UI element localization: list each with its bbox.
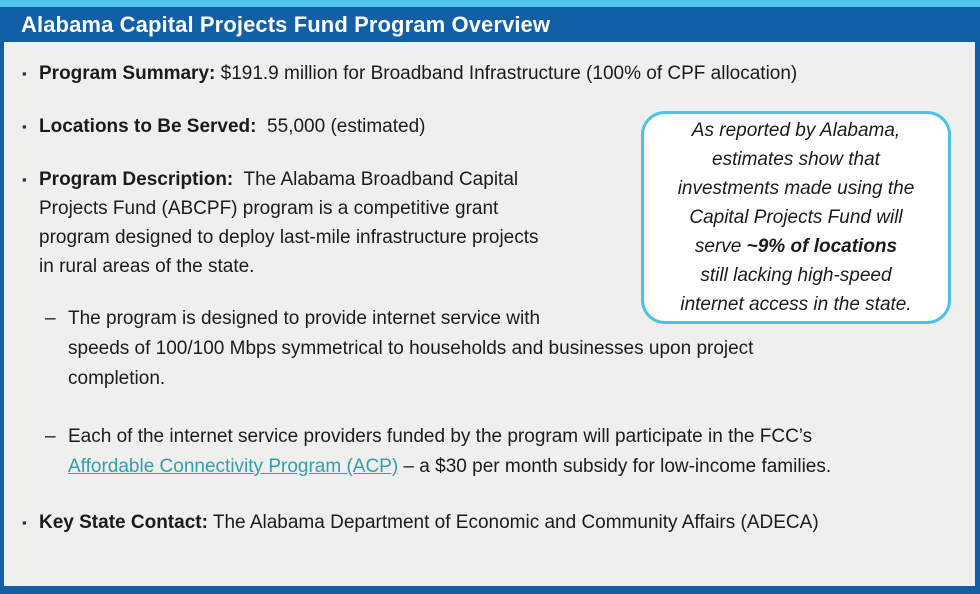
bullet-label: Locations to Be Served: [39,116,257,137]
sub-bullet-line: completion. [68,368,166,389]
bullet-line: Projects Fund (ABCPF) program is a competitive grant [39,198,499,219]
sub-bullet-line: The program is designed to provide internet service with [68,308,541,329]
page-title: Alabama Capital Projects Fund Program Overview [21,11,551,37]
callout-serve-bold: ~9% of locations [746,236,898,257]
bullet-value: $191.9 million for Broadband Infrastructure (100% of CPF allocation) [215,63,798,84]
dash-bullet-icon: – [45,308,56,329]
content-panel [0,42,980,594]
bullet-label: Program Description: [39,169,234,190]
bullet-label: Key State Contact: [39,512,208,533]
callout-line-serve [652,232,940,261]
sub-bullet-line: speeds of 100/100 Mbps symmetrical to households and businesses upon project [68,338,754,359]
bullet-text [39,59,962,88]
bullet-label: Program Summary: [39,63,216,84]
bullet-line: program designed to deploy last-mile infrastructure projects [39,227,539,248]
callout-line: internet access in the state. [680,294,912,315]
bullet-value: 55,000 (estimated) [256,116,426,137]
sub-bullet-acp [45,422,961,482]
square-bullet-icon: ▪ [22,515,27,530]
callout-box [641,111,951,324]
bullet-value: The Alabama Department of Economic and Community Affairs (ADECA) [207,512,819,533]
square-bullet-icon: ▪ [22,66,27,81]
callout-line: still lacking high-speed [700,265,892,286]
top-accent-strip [0,0,980,7]
bullet-line: The Alabama Broadband Capital [233,169,519,190]
bullet-program-summary [22,59,962,88]
sub-bullet-line-rest: – a $30 per month subsidy for low-income families. [398,456,832,477]
callout-line: estimates show that [712,149,880,170]
callout-line: investments made using the [677,178,915,199]
sub-bullet-line: Each of the internet service providers funded by the program will participate in the FCC’s [68,426,813,447]
bullet-key-state-contact [22,508,962,537]
bullet-line: in rural areas of the state. [39,256,255,277]
callout-line: As reported by Alabama, [691,120,901,141]
square-bullet-icon: ▪ [22,119,27,134]
sub-bullet-text [68,422,961,482]
square-bullet-icon: ▪ [22,172,27,187]
bullet-text [39,508,962,537]
acp-link[interactable]: Affordable Connectivity Program (ACP) [68,456,399,477]
callout-serve-prefix: serve [694,236,747,257]
callout-line: Capital Projects Fund will [689,207,903,228]
header-bar [0,7,980,42]
dash-bullet-icon: – [45,426,56,447]
